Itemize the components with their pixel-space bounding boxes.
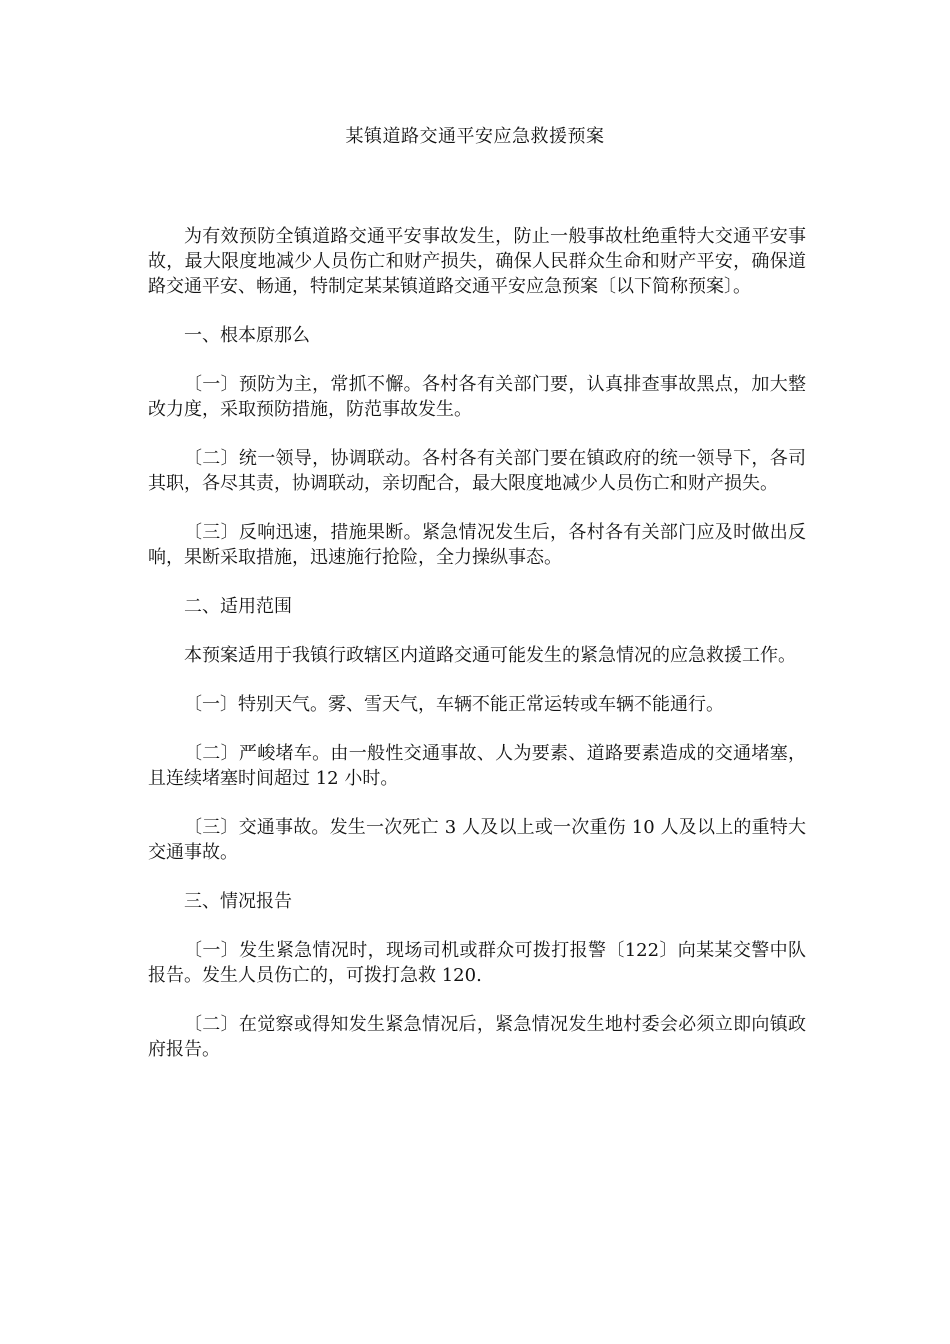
section-heading-reporting: 三、情况报告 bbox=[184, 891, 292, 912]
reporting-item-2: 〔二〕在觉察或得知发生紧急情况后，紧急情况发生地村委会必须立即向镇政府报告。 bbox=[148, 1014, 806, 1060]
reporting-item-1: 〔一〕发生紧急情况时，现场司机或群众可拨打报警〔122〕向某某交警中队报告。发生人员伤亡的，可拨打急救 120. bbox=[148, 940, 806, 986]
scope-paragraph: 本预案适用于我镇行政辖区内道路交通可能发生的紧急情况的应急救援工作。 bbox=[184, 645, 796, 666]
intro-paragraph: 为有效预防全镇道路交通平安事故发生，防止一般事故杜绝重特大交通平安事故，最大限度地减少人员伤亡和财产损失，确保人民群众生命和财产平安，确保道路交通平安、畅通，特制定某某镇道路交通平安应急预案〔以下简称预案〕。 bbox=[148, 226, 806, 297]
scope-item-1: 〔一〕特别天气。雾、雪天气，车辆不能正常运转或车辆不能通行。 bbox=[184, 694, 724, 715]
section-heading-scope: 二、适用范围 bbox=[184, 596, 292, 617]
scope-item-3: 〔三〕交通事故。发生一次死亡 3 人及以上或一次重伤 10 人及以上的重特大交通事故。 bbox=[148, 817, 806, 863]
principle-paragraph-3: 〔三〕反响迅速，措施果断。紧急情况发生后，各村各有关部门应及时做出反响，果断采取措施，迅速施行抢险，全力操纵事态。 bbox=[148, 522, 806, 568]
document-title: 某镇道路交通平安应急救援预案 bbox=[345, 126, 605, 147]
principle-paragraph-2: 〔二〕统一领导，协调联动。各村各有关部门要在镇政府的统一领导下，各司其职，各尽其责，协调联动，亲切配合，最大限度地减少人员伤亡和财产损失。 bbox=[148, 448, 806, 494]
document-body bbox=[148, 224, 806, 1086]
principle-paragraph-1: 〔一〕预防为主，常抓不懈。各村各有关部门要，认真排查事故黑点，加大整改力度，采取预防措施，防范事故发生。 bbox=[148, 374, 806, 420]
scope-item-2: 〔二〕严峻堵车。由一般性交通事故、人为要素、道路要素造成的交通堵塞，且连续堵塞时间超过 12 小时。 bbox=[148, 743, 806, 789]
section-heading-principles: 一、根本原那么 bbox=[184, 325, 310, 346]
